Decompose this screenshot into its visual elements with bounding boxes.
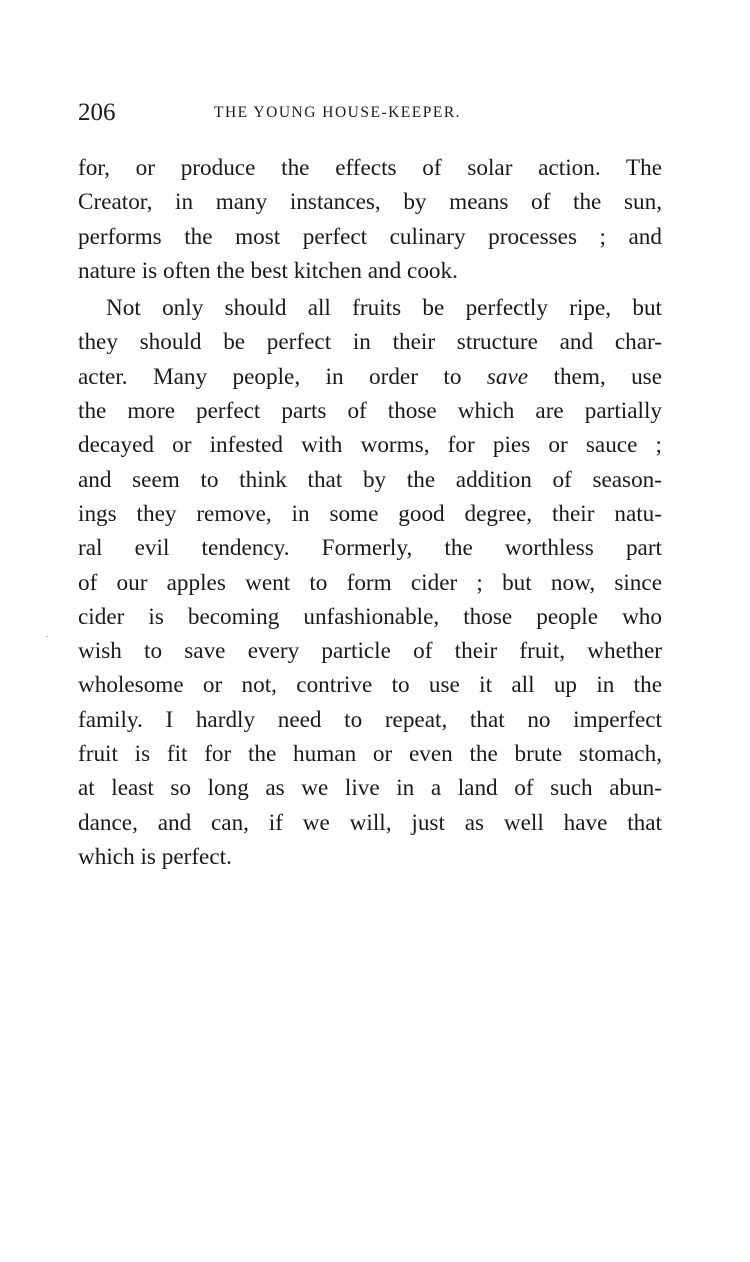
emphasized-word: save [486,363,529,390]
text-line: which is perfect. [78,843,232,870]
text-line: nature is often the best kitchen and cook. [78,257,458,284]
text-line-with-emphasis [78,360,662,394]
text-line: Creator, in many instances, by means of the sun, [78,189,662,216]
text-line: the more perfect parts of those which are partially [78,398,662,425]
margin-speck [46,636,48,637]
text-line: at least so long as we live in a land of such abun- [78,775,662,802]
page-number: 206 [78,99,116,126]
paragraph [78,151,662,288]
text-line: ings they remove, in some good degree, their natu- [78,500,662,527]
text-fragment: them, use [553,363,663,390]
text-line: of our apples went to form cider ; but now, since [78,569,662,596]
text-line: wish to save every particle of their fruit, whether [78,638,662,665]
text-line: decayed or infested with worms, for pies or sauce ; [78,432,662,459]
text-line: for, or produce the effects of solar action. The [78,155,662,181]
running-head [78,95,662,131]
text-line: they should be perfect in their structure and char- [78,329,662,356]
running-title: THE YOUNG HOUSE-KEEPER. [214,104,462,121]
text-line: Not only should all fruits be perfectly ripe, but [106,295,662,322]
text-line: family. I hardly need to repeat, that no imperfect [78,706,662,733]
text-line: cider is becoming unfashionable, those people who [78,603,662,630]
text-line: and seem to think that by the addition of season- [78,466,662,493]
text-line: wholesome or not, contrive to use it all up in the [78,672,662,699]
text-line: performs the most perfect culinary processes ; and [78,223,662,250]
body-text [78,151,662,874]
text-line: fruit is fit for the human or even the brute stomach, [78,741,662,768]
text-line: dance, and can, if we will, just as well have that [78,809,662,836]
text-fragment: acter. Many people, in order to [78,363,462,390]
text-line: ral evil tendency. Formerly, the worthless part [78,535,662,562]
paragraph [78,291,662,874]
